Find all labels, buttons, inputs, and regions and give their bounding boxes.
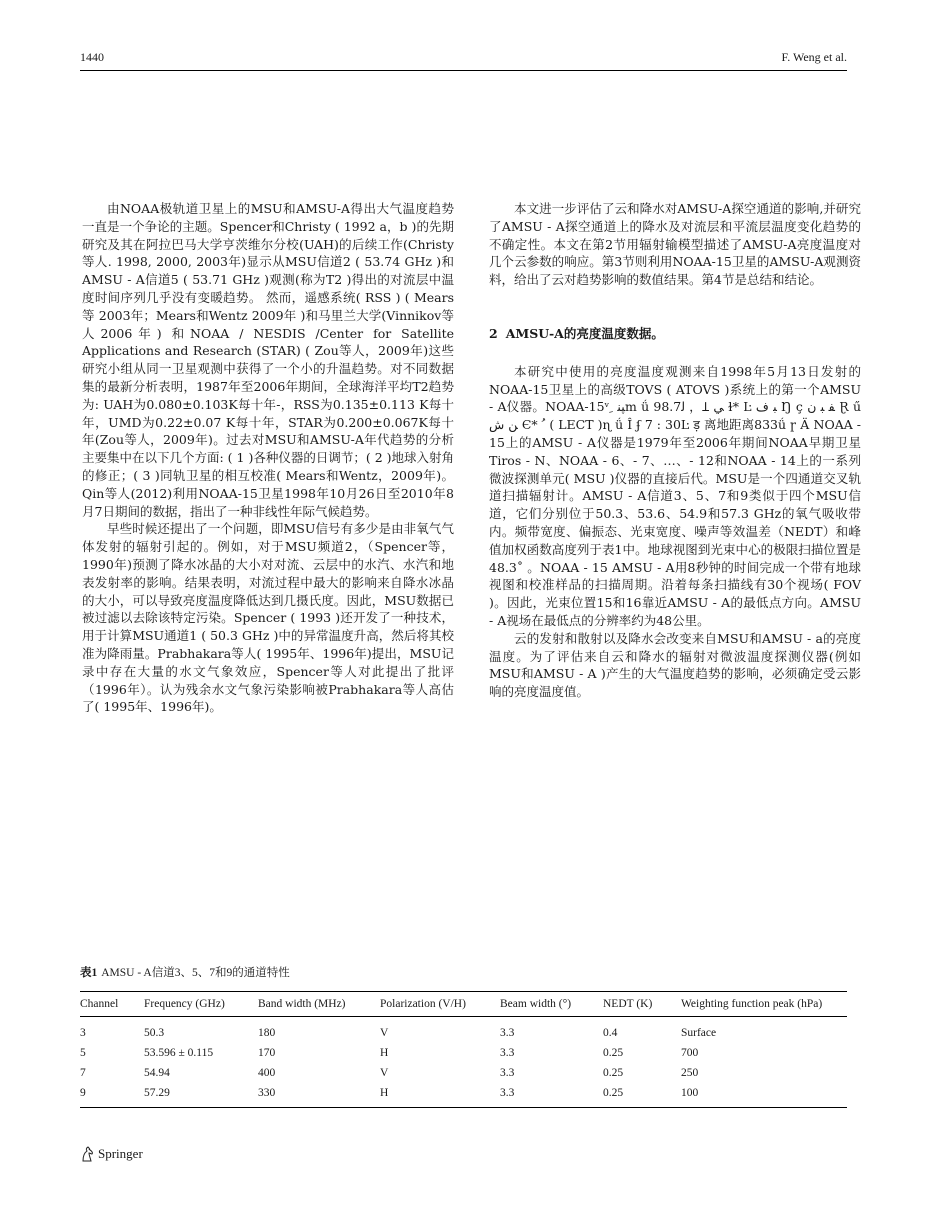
table-cell: 0.25 — [603, 1087, 624, 1099]
page-number: 1440 — [80, 50, 104, 64]
springer-horse-icon — [80, 1146, 94, 1162]
table-caption-text: AMSU - A信道3、5、7和9的通道特性 — [101, 967, 290, 979]
body-paragraph: 本研究中使用的亮度温度观测来自1998年5月13日发射的NOAA-15卫星上的高级TOVS ( ATOVS )系统上的第一个AMSU - A仪器。NOAA-15ᵛ ِ ﭙﻨm ǘ 98.7ﻟ ，Ʇ ﻲ ɫ* Ŀ ﺒ ﻑ Ŋ ç ﻔ ﺒ ﻥ Ɽ ű ﻦ ﺵ Є* ﹸ ( LECT )ɳ ǘ Î ʄ 7 : 30Ŀ ड़ 离地距离833ǘ ɼ Ӓ NOAA - 15上的AMSU - A仪器是1979年至2006年期间NOAA早期卫星Tiros - N、NOAA - 6、- 7、…、- 12和NOAA - 14上的一系列微波探测单元( MSU )仪器的直接后代。MSU是一个四通道交叉轨道扫描辐射计。AMSU - A信道3、5、7和9类似于四个MSU信道，它们分别位于50.3、53.6、54.9和57.3 GHz的氧气吸收带内。频带宽度、偏振态、光束宽度、噪声等效温差（NEDT）和峰值加权函数高度列于表1中。地球视图到光束中心的极限扫描位置是48.3˚ 。NOAA - 15 AMSU - A用8秒钟的时间完成一个带有地球视图和校准样品的扫描周期。沿着每条扫描线有30个视场( FOV )。因此，光束位置15和16靠近AMSU - A的最低点方向。AMSU - A视场在最低点的分辨率约为48公里。 — [489, 363, 862, 628]
column-header: Polarization (V/H) — [380, 998, 466, 1010]
table-cell: H — [380, 1087, 389, 1099]
table-1 — [80, 964, 847, 1108]
table-cell: H — [380, 1047, 389, 1059]
table-row — [80, 1043, 847, 1063]
publisher-name: Springer — [98, 1146, 143, 1161]
table-cell: 5 — [80, 1047, 86, 1059]
table-cell: 54.94 — [144, 1067, 170, 1079]
left-column — [82, 200, 454, 716]
table-header-row — [80, 992, 847, 1017]
table-cell: 0.4 — [603, 1027, 618, 1039]
table-cell: 100 — [681, 1087, 699, 1099]
table-cell: 330 — [258, 1087, 276, 1099]
table-cell: 3.3 — [500, 1027, 515, 1039]
section-title: AMSU-A的亮度温度数据。 — [505, 325, 664, 341]
table-row — [80, 1083, 847, 1108]
table-cell: 57.29 — [144, 1087, 170, 1099]
table-cell: 0.25 — [603, 1047, 624, 1059]
table-cell: V — [380, 1067, 389, 1079]
table-cell: 170 — [258, 1047, 276, 1059]
table-label: 表1 — [80, 967, 98, 979]
table-cell: V — [380, 1027, 389, 1039]
running-header — [80, 48, 847, 71]
table-caption — [80, 964, 847, 980]
table-cell: 3.3 — [500, 1087, 515, 1099]
table-cell: 3.3 — [500, 1047, 515, 1059]
table-cell: 250 — [681, 1067, 699, 1079]
running-head-authors: F. Weng et al. — [781, 50, 847, 64]
table-cell: 700 — [681, 1047, 699, 1059]
table-cell: 3 — [80, 1027, 86, 1039]
table-cell: 0.25 — [603, 1067, 624, 1079]
table-cell: 53.596 ± 0.115 — [144, 1047, 214, 1059]
channel-characteristics-table — [80, 991, 847, 1108]
table-cell: 3.3 — [500, 1067, 515, 1079]
body-paragraph: 本文进一步评估了云和降水对AMSU-A探空通道的影响,并研究了AMSU - A探空通道上的降水及对流层和平流层温度变化趋势的不确定性。本文在第2节用辐射输模型描述了AMSU-A亮度温度对几个云参数的响应。第3节则利用NOAA-15卫星的AMSU-A观测资料，给出了云对趋势影响的数值结果。第4节是总结和结论。 — [489, 201, 861, 288]
section-number: 2 — [489, 325, 498, 341]
table-cell: 50.3 — [144, 1027, 165, 1039]
body-paragraph: 由NOAA极轨道卫星上的MSU和AMSU-A得出大气温度趋势一直是一个争论的主题。Spencer和Christy ( 1992 a，b )的先期研究及其在阿拉巴马大学亨茨维尔分校(UAH)的后续工作(Christy 等人. 1998, 2000, 2003年)显示从MSU信道2 ( 53.74 GHz )和AMSU - A信道5 ( 53.71 GHz )观测(称为T2 )得出的对流层中温度时间序列几乎没有变暖趋势。 然而，遥感系统( RSS ) ( Mears等 2003年；Mears和Wentz 2009年 )和马里兰大学(Vinnikov等人2006年) 和NOAA / NESDIS /Center for Satellite Applications and Research (STAR) ( Zou等人，2009年)这些研究小组从同一卫星观测中获得了一个小的升温趋势。对不同数据集的最新分析表明，1987年至2006年期间，全球海洋平均T2趋势为: UAH为0.080±0.103K每十年-，RSS为0.135±0.113 K每十年，UMD为0.22±0.07 K每十年，STAR为0.200±0.067K每十年(Zou等人，2009年)。过去对MSU和AMSU-A年代趋势的分析主要集中在以下几个方面: ( 1 )各种仪器的日调节；( 2 )地球入射角的修正；( 3 )同轨卫星的相互校准( Mears和Wentz，2009年)。Qin等人(2012)利用NOAA-15卫星1998年10月26日至2010年8月7日期间的数据，指出了一种非线性年际气候趋势。 — [82, 201, 454, 519]
page-footer — [80, 1146, 143, 1162]
body-paragraph: 早些时候还提出了一个问题，即MSU信号有多少是由非氧气气体发射的辐射引起的。例如，对于MSU频道2，（Spencer等，1990年)预测了降水冰晶的大小对对流、云层中的水汽、水汽和地表发射率的影响。结果表明，对流过程中最大的影响来自降水冰晶的大小，可以导致亮度温度降低达到几摄氏度。因此，MSU数据已被过滤以去除该特定污染。Spencer ( 1993 )还开发了一种技术，用于计算MSU通道1 ( 50.3 GHz )中的异常温度升高，然后将其校准为降雨量。Prabhakara等人( 1995年、1996年)提出，MSU记录中存在大量的水文气象效应，Spencer等人对此提出了批评（1996年）。认为残余水文气象污染影响被Prabhakara等人高估了( 1995年、1996年)。 — [82, 521, 454, 715]
table-cell: 400 — [258, 1067, 276, 1079]
column-header: Frequency (GHz) — [144, 998, 225, 1010]
section-heading — [489, 325, 861, 343]
table-cell: 180 — [258, 1027, 276, 1039]
column-header: Weighting function peak (hPa) — [681, 998, 823, 1010]
column-header: Beam width (°) — [500, 998, 572, 1010]
table-cell: Surface — [681, 1027, 717, 1039]
table-row — [80, 1063, 847, 1083]
table-cell: 7 — [80, 1067, 86, 1079]
body-paragraph: 云的发射和散射以及降水会改变来自MSU和AMSU - a的亮度温度。为了评估来自云和降水的辐射对微波温度探测仪器(例如MSU和AMSU - A )产生的大气温度趋势的影响，必须确定受云影响的亮度温度值。 — [489, 630, 861, 700]
column-header: Band width (MHz) — [258, 998, 346, 1010]
table-cell: 9 — [80, 1087, 86, 1099]
right-column — [489, 200, 861, 701]
column-header: NEDT (K) — [603, 998, 653, 1010]
column-header: Channel — [80, 998, 119, 1010]
table-row — [80, 1017, 847, 1044]
